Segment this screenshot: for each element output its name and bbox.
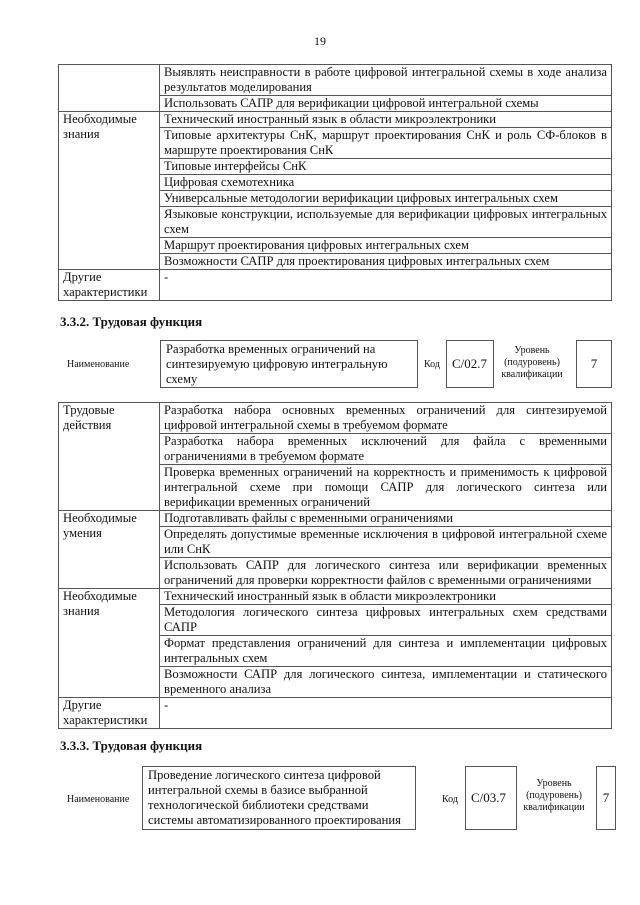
function-code: C/02.7 — [446, 340, 494, 388]
row-item: Определять допустимые временные исключения в цифровой интегральной схеме или СнК — [160, 527, 612, 558]
row-item: Методология логического синтеза цифровых интегральных схем средствами САПР — [160, 605, 612, 636]
row-item: - — [160, 698, 612, 729]
qualification-level: 7 — [576, 340, 612, 388]
section-heading-3-3-2: 3.3.2. Трудовая функция — [60, 314, 203, 329]
row-item: - — [160, 270, 612, 301]
table-row — [59, 403, 612, 434]
function-name: Разработка временных ограничений на синтезируемую цифровую интегральную схему — [160, 340, 418, 388]
table-row — [59, 511, 612, 527]
page-number: 19 — [314, 34, 326, 48]
function-header-3-3-3 — [60, 766, 612, 827]
row-item: Технический иностранный язык в области микроэлектроники — [160, 112, 612, 128]
row-item: Цифровая схемотехника — [160, 175, 612, 191]
function-code: C/03.7 — [465, 766, 517, 830]
row-item: Маршрут проектирования цифровых интегральных схем — [160, 238, 612, 254]
row-item: Разработка набора временных исключений для файла с временными ограничениями в требуемом формате — [160, 434, 612, 465]
row-item: Разработка набора основных временных ограничений для синтезируемой цифровой интегральной схемы в требуемом формате — [160, 403, 612, 434]
row-label — [59, 65, 160, 112]
table-row — [59, 698, 612, 729]
row-label: Другие характеристики — [59, 270, 160, 301]
name-label: Наименование — [67, 794, 130, 805]
table-row — [59, 270, 612, 301]
row-label: Другие характеристики — [59, 698, 160, 729]
qualification-level: 7 — [596, 766, 616, 830]
row-item: Формат представления ограничений для синтеза и имплементации цифровых интегральных схем — [160, 636, 612, 667]
row-item: Выявлять неисправности в работе цифровой интегральной схемы в ходе анализа результатов моделирования — [160, 65, 612, 96]
row-item: Проверка временных ограничений на корректность и применимость к цифровой интегральной схеме при помощи САПР для логического синтеза или верификации временных ограничений — [160, 465, 612, 511]
function-details-table — [58, 402, 612, 729]
level-label: Уровень (подуровень) квалификации — [501, 345, 563, 380]
row-item: Возможности САПР для проектирования цифровых интегральных схем — [160, 254, 612, 270]
function-name: Проведение логического синтеза цифровой интегральной схемы в базисе выбранной технологической библиотеки средствами системы автоматизированного проектирования — [142, 766, 416, 830]
row-label: Трудовые действия — [59, 403, 160, 511]
table-row — [59, 112, 612, 128]
code-label: Код — [424, 359, 440, 370]
section-heading-3-3-3: 3.3.3. Трудовая функция — [60, 738, 203, 753]
row-item: Универсальные методологии верификации цифровых интегральных схем — [160, 191, 612, 207]
row-item: Типовые интерфейсы СнК — [160, 159, 612, 175]
row-item: Подготавливать файлы с временными ограничениями — [160, 511, 612, 527]
row-item: Типовые архитектуры СнК, маршрут проектирования СнК и роль СФ-блоков в маршруте проектирования СнК — [160, 128, 612, 159]
row-label: Необходимые знания — [59, 112, 160, 270]
row-item: Языковые конструкции, используемые для верификации цифровых интегральных схем — [160, 207, 612, 238]
code-label: Код — [442, 794, 458, 805]
table-row — [59, 65, 612, 96]
row-item: Технический иностранный язык в области микроэлектроники — [160, 589, 612, 605]
row-item: Использовать САПР для верификации цифровой интегральной схемы — [160, 96, 612, 112]
row-label: Необходимые знания — [59, 589, 160, 698]
row-label: Необходимые умения — [59, 511, 160, 589]
knowledge-table-continued — [58, 64, 612, 301]
table-row — [59, 589, 612, 605]
name-label: Наименование — [67, 359, 130, 370]
function-header-3-3-2 — [60, 340, 612, 390]
level-label: Уровень (подуровень) квалификации — [523, 778, 585, 813]
row-item: Использовать САПР для логического синтеза или верификации временных ограничений для проверки корректности файлов с временными ограничениями — [160, 558, 612, 589]
row-item: Возможности САПР для логического синтеза, имплементации и статического временного анализа — [160, 667, 612, 698]
